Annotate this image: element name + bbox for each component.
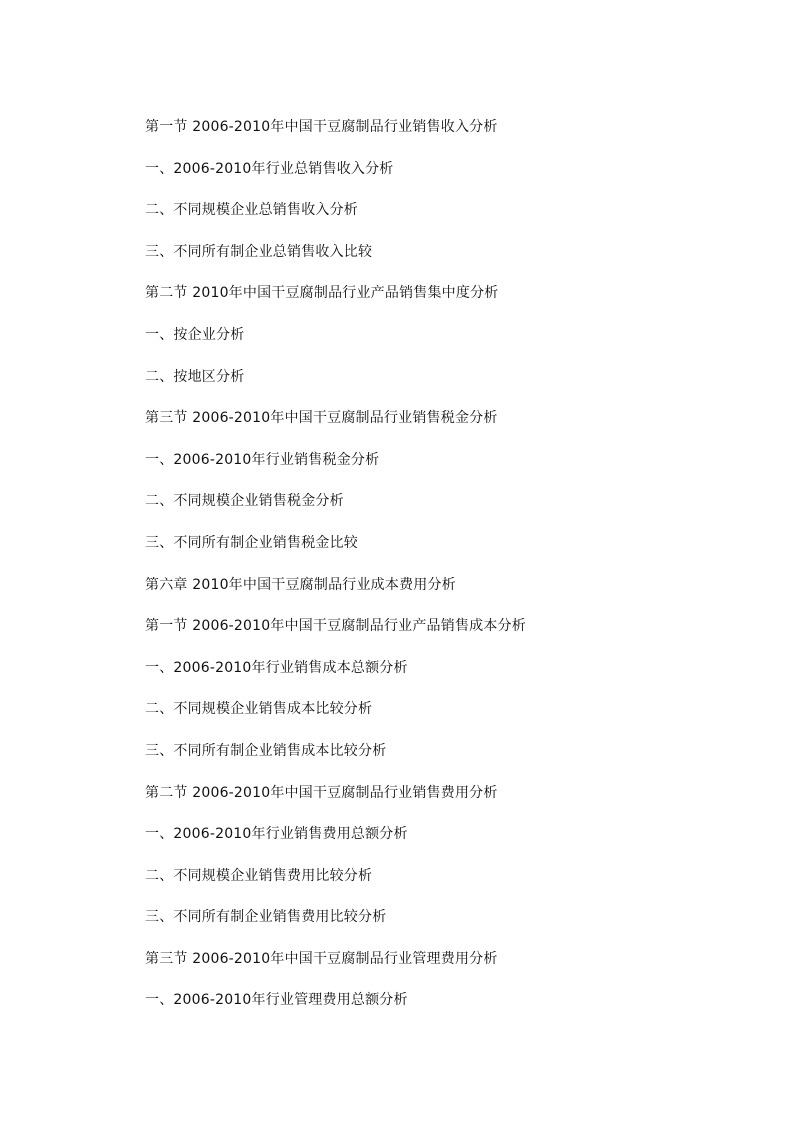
toc-line-section-3-sales-tax: 第三节 2006-2010年中国干豆腐制品行业销售税金分析: [145, 410, 498, 427]
toc-line-section-1-sales-revenue: 第一节 2006-2010年中国干豆腐制品行业销售收入分析: [145, 119, 498, 135]
toc-line: 一、2006-2010年行业管理费用总额分析: [145, 992, 408, 1009]
toc-line: 二、按地区分析: [145, 368, 245, 385]
table-of-contents: [145, 116, 745, 1031]
toc-line: 三、不同所有制企业总销售收入比较: [145, 243, 373, 260]
toc-line: 一、2006-2010年行业销售费用总额分析: [145, 826, 408, 843]
toc-line: 三、不同所有制企业销售费用比较分析: [145, 909, 387, 926]
toc-line-section-1-sales-cost: 第一节 2006-2010年中国干豆腐制品行业产品销售成本分析: [145, 618, 526, 635]
toc-line-section-2-sales-expenses: 第二节 2006-2010年中国干豆腐制品行业销售费用分析: [145, 784, 498, 801]
toc-line: 二、不同规模企业销售费用比较分析: [145, 867, 373, 884]
toc-line: 一、2006-2010年行业销售成本总额分析: [145, 659, 408, 676]
toc-line: 二、不同规模企业总销售收入分析: [145, 202, 358, 219]
toc-line: 一、按企业分析: [145, 326, 245, 343]
toc-line: 三、不同所有制企业销售成本比较分析: [145, 742, 387, 759]
toc-line-section-2-concentration: 第二节 2010年中国干豆腐制品行业产品销售集中度分析: [145, 285, 499, 302]
toc-line-section-3-management-expenses: 第三节 2006-2010年中国干豆腐制品行业管理费用分析: [145, 950, 498, 967]
toc-line: 一、2006-2010年行业总销售收入分析: [145, 160, 394, 177]
toc-line: 二、不同规模企业销售税金分析: [145, 493, 344, 510]
toc-line: 三、不同所有制企业销售税金比较: [145, 534, 358, 551]
toc-line: 一、2006-2010年行业销售税金分析: [145, 451, 380, 468]
toc-line-chapter-6: 第六章 2010年中国干豆腐制品行业成本费用分析: [145, 576, 456, 593]
toc-line: 二、不同规模企业销售成本比较分析: [145, 701, 373, 718]
